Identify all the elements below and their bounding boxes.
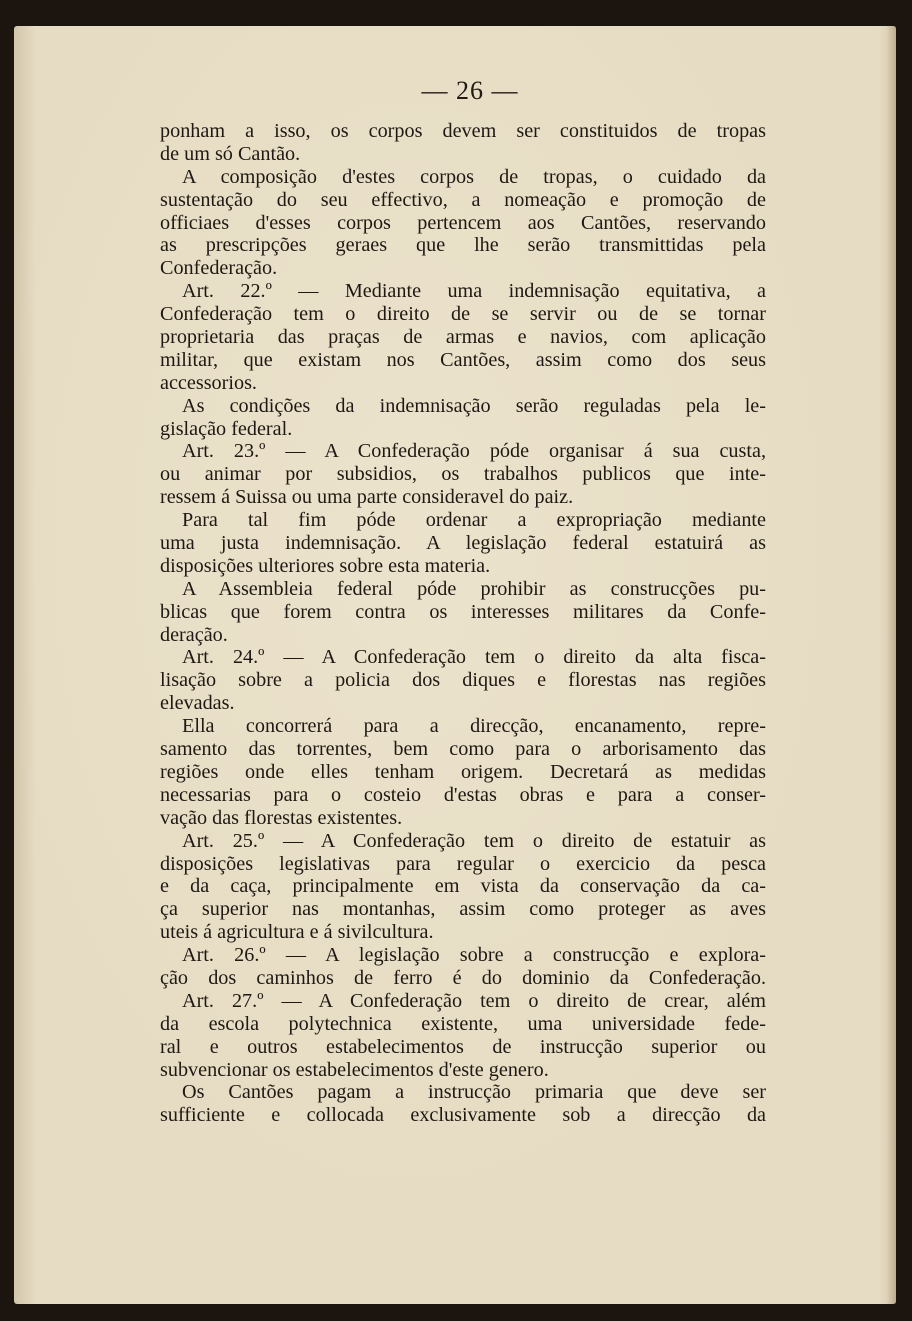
text-line: Confederação tem o direito de se servir ou de se tornar <box>160 303 766 326</box>
text-line: uma justa indemnisação. A legislação federal estatuirá as <box>160 532 766 555</box>
text-line: proprietaria das praças de armas e navios, com aplicação <box>160 326 766 349</box>
text-line: deração. <box>160 623 228 646</box>
text-line: Ella concorrerá para a direcção, encanamento, repre- <box>182 715 766 738</box>
text-line: ção dos caminhos de ferro é do dominio da Confederação. <box>160 966 766 989</box>
text-line: disposições ulteriores sobre esta materia. <box>160 554 491 577</box>
text-line: accessorios. <box>160 371 257 394</box>
text-line: Art. 23.º — A Confederação póde organisar á sua custa, <box>182 440 766 463</box>
text-line: Art. 22.º — Mediante uma indemnisação equitativa, a <box>182 280 766 303</box>
text-line: lisação sobre a policia dos diques e florestas nas regiões <box>160 669 766 692</box>
text-line: Art. 26.º — A legislação sobre a construcção e explora- <box>182 944 766 967</box>
text-line: officiaes d'esses corpos pertencem aos Cantões, reservando <box>160 211 766 234</box>
text-line: A composição d'estes corpos de tropas, o cuidado da <box>182 165 766 188</box>
text-line: militar, que existam nos Cantões, assim como dos seus <box>160 348 766 371</box>
text-line: Art. 27.º — A Confederação tem o direito de crear, além <box>182 989 766 1012</box>
text-line: sufficiente e collocada exclusivamente sob a direcção da <box>160 1104 766 1127</box>
text-line: Os Cantões pagam a instrucção primaria que deve ser <box>182 1081 766 1104</box>
text-line: ça superior nas montanhas, assim como proteger as aves <box>160 898 766 921</box>
text-line: ponham a isso, os corpos devem ser constituidos de tropas <box>160 120 766 142</box>
text-line: As condições da indemnisação serão reguladas pela le- <box>182 394 766 417</box>
text-line: subvencionar os estabelecimentos d'este genero. <box>160 1058 549 1081</box>
body-text <box>160 120 766 1127</box>
text-line: Art. 24.º — A Confederação tem o direito da alta fisca- <box>182 646 766 669</box>
page-number: — 26 — <box>421 76 519 105</box>
text-line: regiões onde elles tenham origem. Decretará as medidas <box>160 760 766 783</box>
text-line: samento das torrentes, bem como para o arborisamento das <box>160 738 766 761</box>
page-edge-shadow <box>886 26 896 1304</box>
text-line: necessarias para o costeio d'estas obras e para a conser- <box>160 783 766 806</box>
text-line: as prescripções geraes que lhe serão transmittidas pela <box>160 234 766 257</box>
text-line: ressem á Suissa ou uma parte consideravel do paiz. <box>160 486 574 509</box>
text-line: ral e outros estabelecimentos de instrucção superior ou <box>160 1035 766 1058</box>
text-line: disposições legislativas para regular o exercicio da pesca <box>160 852 766 875</box>
text-line: de um só Cantão. <box>160 142 301 165</box>
text-line: uteis á agricultura e á sivilcultura. <box>160 921 434 944</box>
text-line: blicas que forem contra os interesses militares da Confe- <box>160 600 766 623</box>
text-line: sustentação do seu effectivo, a nomeação e promoção de <box>160 188 766 211</box>
text-line: Art. 25.º — A Confederação tem o direito de estatuir as <box>182 829 766 852</box>
text-line: da escola polytechnica existente, uma universidade fede- <box>160 1012 766 1035</box>
text-line: elevadas. <box>160 692 235 715</box>
text-line: Confederação. <box>160 257 278 280</box>
text-line: A Assembleia federal póde prohibir as construcções pu- <box>182 577 766 600</box>
text-line: ou animar por subsidios, os trabalhos publicos que inte- <box>160 463 766 486</box>
text-line: gislação federal. <box>160 417 293 440</box>
text-line: e da caça, principalmente em vista da conservação da ca- <box>160 875 766 898</box>
text-line: vação das florestas existentes. <box>160 806 403 829</box>
text-line: Para tal fim póde ordenar a expropriação mediante <box>182 509 766 532</box>
